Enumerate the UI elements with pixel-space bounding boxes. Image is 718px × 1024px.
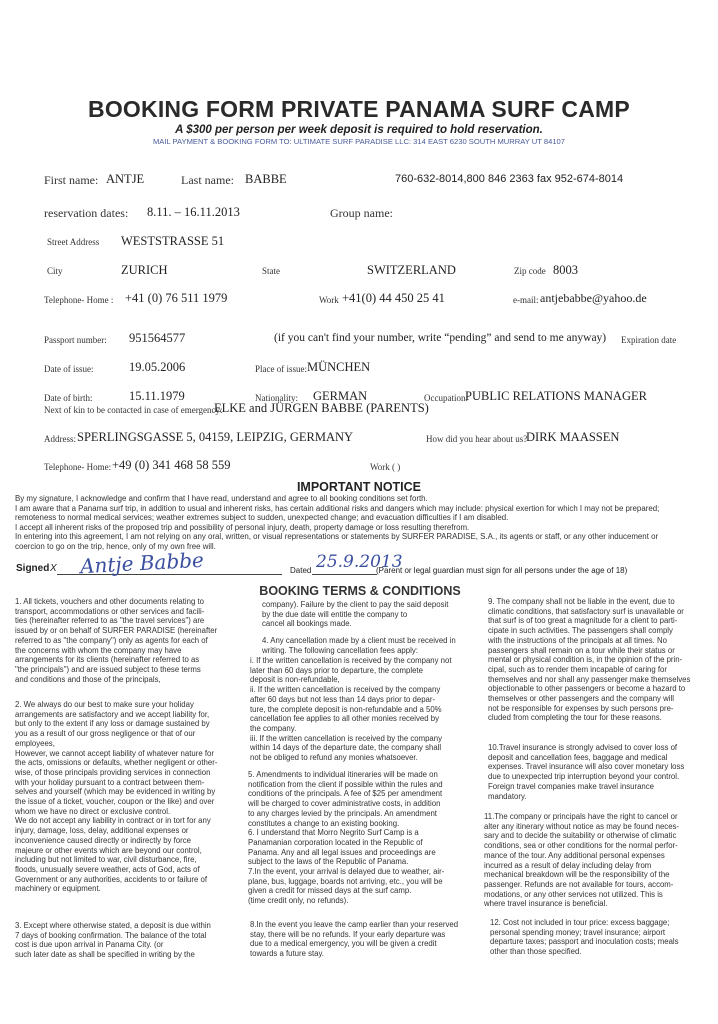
next-of-kin-label: Next of kin to be contacted in case of emergency: [44,405,223,415]
first-name-value: ANTJE [106,172,145,186]
term-11: 11.The company or principals have the right to cancel or alter any itinerary without notice as may be found neces- sary and to decide the suitability or otherwise of climatic conditions, sea or other conditions for the normal perfor- mance of the tour. Any additional personal expenses incurred as a result of delay including delay from mechanical breakdown will be the responsibility of the passenger. Refunds are not available for tours, accom- modations, or any other services not utilized. This is where travel insurance is beneficial. [484,812,680,909]
place-of-issue-label: Place of issue: [255,364,307,374]
terms-heading: BOOKING TERMS & CONDITIONS [259,584,461,598]
occupation-label: Occupation: [424,393,468,403]
birth-date-value: 15.11.1979 [129,389,185,403]
street-value: WESTSTRASSE 51 [121,234,225,248]
term-10: 10.Travel insurance is strongly advised to cover loss of deposit and cancellation fees, baggage and medical expenses. Travel insurance will also cover monetary loss due to unexpected trip interruption beyond your control. Foreign travel companies make travel insurance mandatory. [488,743,685,801]
telephone-home-value: +41 (0) 76 511 1979 [125,291,228,305]
reservation-label: reservation dates: [44,206,129,220]
term-3-continued: company). Failure by the client to pay the said deposit by the due date will entitle the company to cancel all bookings made. [262,600,449,629]
nationality-value: GERMAN [313,389,368,403]
work-value: +41(0) 44 450 25 41 [342,291,445,305]
issue-date-value: 19.05.2006 [129,360,186,374]
signed-x: X [50,563,57,574]
term-8: 8.In the event you leave the camp earlier than your reserved stay, there will be no refunds. If your early departure was due to a medical emergency, you will be given a credit towards a future stay. [250,920,459,959]
term-9: 9. The company shall not be liable in the event, due to climatic conditions, that satisfactory surf is unavailable or that surf is of too great a magnitude for a client to parti- cipate in such activities. The passengers shall comply with the instructions of the principals at all times. No passengers shall remain on a tour while their status or mental or physical condition is, in the opinion of the prin- cipal, such as to render them incapable of caring for themselves and nor shall any passenger make themselves objectionable to other passengers or become a hazard to themselves or other passengers and the company will not be responsible for expenses by such persons pre- cluded from completing the tour for these reasons. [488,597,691,723]
passport-note: (if you can't find your number, write “pending” and send to me anyway) [274,332,607,344]
mail-address: MAIL PAYMENT & BOOKING FORM TO: ULTIMATE SURF PARADISE LLC: 314 EAST 6230 SOUTH MURRAY UT 84107 [152,137,565,146]
signed-label: Signed [16,563,50,574]
telephone-home-label: Telephone- Home : [44,295,114,305]
group-name-label: Group name: [330,206,393,220]
next-of-kin-value: ELKE and JÜRGEN BABBE (PARENTS) [214,401,429,415]
passport-value: 951564577 [129,331,186,345]
important-notice-text: By my signature, I acknowledge and confirm that I have read, understand and agree to all booking conditions set forth. I am aware that a Panama surf trip, in addition to usual and inherent risks, has certain additional risks and dangers which may include: physical exertion for which I may not be prepared; remoteness to normal medical services; weather extremes subject to sudden, unexpected change; and evacuation difficulties if I am disabled. I accept all inherent risks of the proposed trip and possibility of personal injury, death, property damage or loss resulting therefrom. In entering into this agreement, I am not relying on any oral, written, or visual representations or statements by SURFER PARADISE, S.A., its agents or staff, or any other inducement or coercion to go on the trip, hence, only of my own free will. [15,494,660,551]
nationality-label: Nationality: [255,393,298,403]
address-label: Address: [44,434,76,444]
issue-date-label: Date of issue: [44,364,94,374]
city-label: City [47,266,63,276]
page-title: BOOKING FORM PRIVATE PANAMA SURF CAMP [88,96,630,122]
term-12: 12. Cost not included in tour price: excess baggage; personal spending money; travel insurance; airport departure taxes; passport and inoculation costs; meals other than those specified. [490,918,679,957]
contact-numbers: 760-632-8014,800 846 2363 fax 952-674-8014 [395,173,624,185]
street-label: Street Address [47,237,100,247]
term-2: 2. We always do our best to make sure your holiday arrangements are satisfactory and we accept liability for, but only to the extent if any loss or damage sustained by you as a result of our gross negligence or that of our employees, However, we cannot accept liability of whatever nature for the acts, omissions or defaults, whether negligent or other- wise, of those principals providing services in connection with your holiday pursuant to a contract between them- selves and yourself (which may be evidenced in writing by the issue of a ticket, voucher, coupon or the like) and over whom we have no direct or exclusive control. We do not accept any liability in contract or in tort for any injury, damage, loss, delay, additional expenses or inconvenience caused directly or indirectly by force majeure or other events which are beyond our control, including but not limited to war, civil disturbance, fire, floods, unusually severe weather, acts of God, acts of Government or any authorities, accidents to or failure of machinery or equipment. [15,700,218,894]
state-value: SWITZERLAND [367,263,456,277]
important-notice-heading: IMPORTANT NOTICE [296,480,422,494]
how-heard-label: How did you hear about us? [426,434,528,444]
email-value: antjebabbe@yahoo.de [540,291,647,305]
dated-label: Dated [290,566,312,575]
term-4: 4. Any cancellation made by a client must be received in writing. The following cancellation fees apply: [262,636,456,655]
guardian-note: (Parent or legal guardian must sign for all persons under the age of 18) [376,566,628,575]
expiration-label: Expiration date [621,335,677,345]
signature: Antje Babbe [79,547,205,579]
state-label: State [262,266,280,276]
zip-value: 8003 [553,263,578,277]
place-of-issue-value: MÜNCHEN [307,360,371,374]
kin-telephone-value: +49 (0) 341 468 58 559 [112,458,231,472]
kin-work-label: Work ( ) [370,462,401,472]
zip-label: Zip code [514,266,546,276]
date-line [312,574,377,575]
email-label: e-mail: [513,295,539,305]
reservation-dates: 8.11. – 16.11.2013 [147,205,240,219]
last-name-label: Last name: [181,173,234,187]
terms-5-7: 5. Amendments to individual itineraries will be made on notification from the client if possible within the rules and conditions of the principals. A fee of $25 per amendment will be charged to cover administrative costs, in addition to any charges levied by the principals. An amendment constitutes a change to an existing booking. 6. I understand that Morro Negrito Surf Camp is a Panamanian corporation located in the Republic of Panama. Any and all legal issues and proceedings are subject to the laws of the Republic of Panama. 7.In the event, your arrival is delayed due to weather, air- plane, bus, luggage, boards not arriving, etc., you will be given a credit for missed days at the surf camp. (time credit only, no refunds). [248,770,445,906]
birth-date-label: Date of birth: [44,393,93,403]
city-value: ZURICH [121,263,168,277]
how-heard-value: DIRK MAASSEN [526,430,620,444]
passport-label: Passport number: [44,335,107,345]
last-name-value: BABBE [245,172,287,186]
first-name-label: First name: [44,173,99,187]
address-value: SPERLINGSGASSE 5, 04159, LEIPZIG, GERMANY [77,430,354,444]
term-3: 3. Except where otherwise stated, a deposit is due within 7 days of booking confirmation. The balance of the total cost is due upon arrival in Panama City. (or such later date as shall be specified in writing by the [15,921,211,960]
kin-telephone-label: Telephone- Home: [44,462,112,472]
term-4-fees: i. If the written cancellation is received by the company not later than 60 days prior to departure, the complete deposit is non-refundable, ii. If the written cancellation is received by the company after 60 days but not less than 14 days prior to depar- ture, the complete deposit is non-refundable and a 50% cancellation fee applies to all other monies received by the company. iii. If the written cancellation is received by the company within 14 days of the departure date, the company shall not be obliged to refund any monies whatsoever. [250,656,452,763]
occupation-value: PUBLIC RELATIONS MANAGER [465,389,647,403]
deposit-subtitle: A $300 per person per week deposit is required to hold reservation. [175,124,543,136]
dated-value: 25.9.2013 [316,552,403,572]
term-1: 1. All tickets, vouchers and other documents relating to transport, accommodations or other services and facili- ties (hereinafter referred to as "the travel services") are issued by or on behalf of SURFER PARADISE (hereinafter referred to as "the company") only as agents for each of the concerns with whom the company may have arrangements for its clients (hereinafter referred to as "the principals") and are issued subject to these terms and conditions and those of the principals, [15,597,218,684]
work-label: Work [319,295,339,305]
